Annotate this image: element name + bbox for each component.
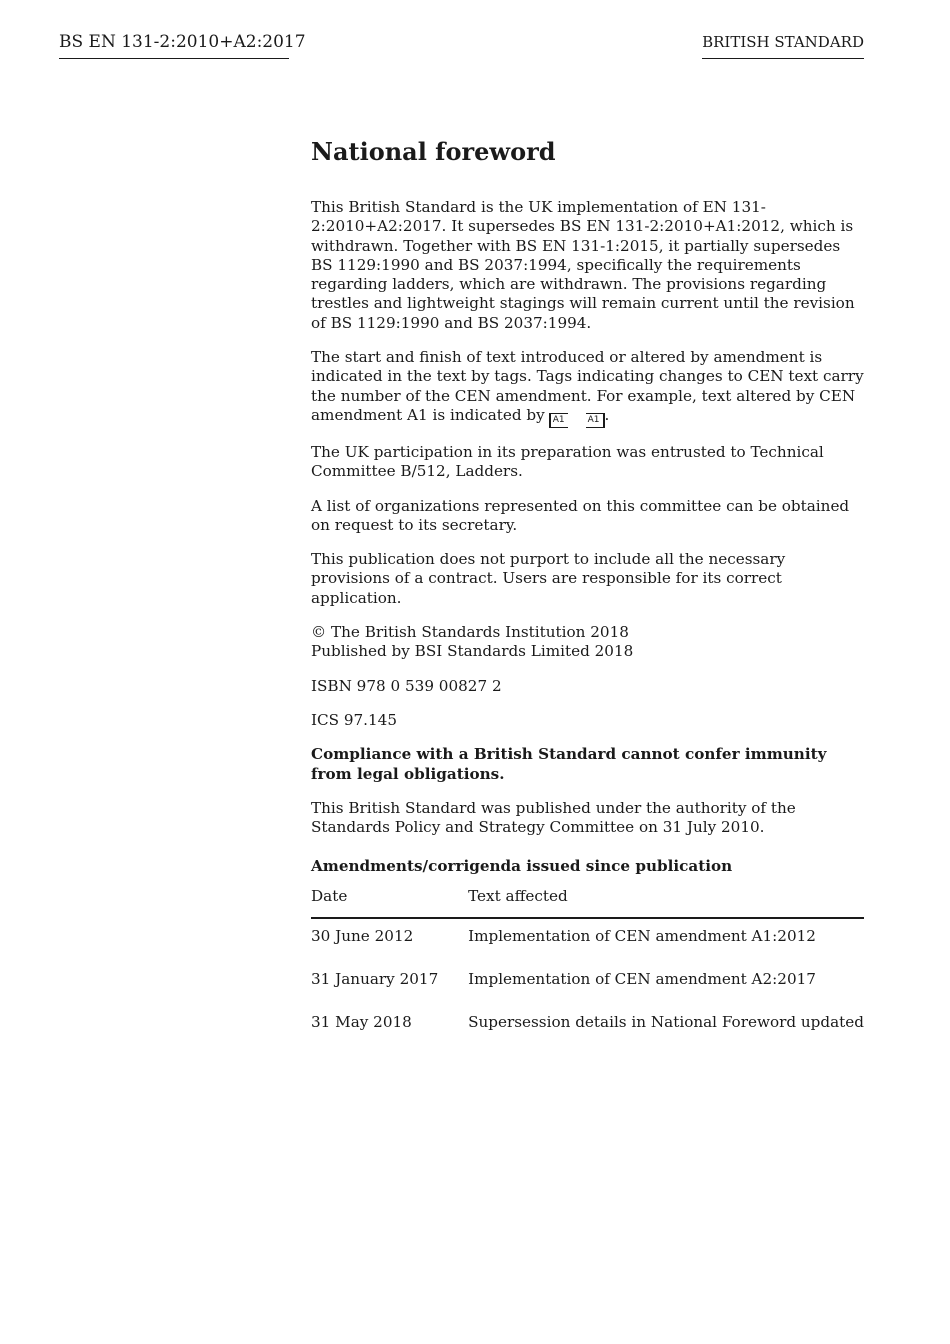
amendment-tags-end: . — [604, 405, 610, 424]
publisher-line: Published by BSI Standards Limited 2018 — [311, 642, 634, 661]
amendments-heading: Amendments/corrigenda issued since publication — [311, 857, 733, 876]
authority-paragraph: This British Standard was published under the authority of the Standards Policy and Strategy Committee on 31 July 2010. — [311, 798, 796, 837]
copyright-line: © The British Standards Institution 2018 — [311, 623, 629, 642]
table-row — [311, 918, 864, 962]
organizations-paragraph: A list of organizations represented on this committee can be obtained on request to its secretary. — [311, 496, 850, 534]
page-title: National foreword — [311, 137, 556, 166]
national-foreword — [311, 136, 864, 1048]
table-row — [311, 962, 864, 1005]
committee-paragraph: The UK participation in its preparation was entrusted to Technical Committee B/512, Ladders. — [311, 442, 824, 481]
amendment-date: 31 January 2017 — [311, 969, 439, 988]
ics-code: ICS 97.145 — [311, 710, 397, 729]
amendment-start-tag-icon: A1 — [549, 413, 568, 428]
amendment-text: Implementation of CEN amendment A2:2017 — [468, 969, 816, 988]
amendments-table — [311, 881, 864, 1048]
implementation-paragraph: This British Standard is the UK implementation of EN 131-2:2010+A2:2017. It supersedes BS EN 131-2:2010+A1:2012, which is withdrawn. Together with BS EN 131-1:2015, it partially supersedes BS 1129:1990 and BS 2037:1994, specifically the requirements regarding ladders, which are withdrawn. The provisions regarding trestles and lightweight stagings will remain current until the revision of BS 1129:1990 and BS 2037:1994. — [311, 198, 855, 332]
provisions-paragraph: This publication does not purport to include all the necessary provisions of a contract. Users are responsible for its correct application. — [311, 550, 786, 607]
amendment-date: 30 June 2012 — [311, 926, 414, 945]
date-column-header: Date — [311, 881, 468, 918]
amendment-text: Supersession details in National Foreword updated — [468, 1012, 864, 1031]
amendment-tags-text: The start and finish of text introduced or altered by amendment is indicated in the text by tags. Tags indicating changes to CEN text carry the number of the CEN amendment. For example, text altered by CEN amendment A1 is indicated by — [311, 348, 864, 424]
amendment-end-tag-icon: A1 — [586, 413, 605, 428]
table-row — [311, 1005, 864, 1048]
text-affected-column-header: Text affected — [468, 881, 864, 918]
amendment-date: 31 May 2018 — [311, 1012, 412, 1031]
table-header-row — [311, 881, 864, 918]
copyright-block — [311, 623, 864, 662]
document-category: BRITISH STANDARD — [702, 31, 864, 59]
amendment-tags-paragraph — [311, 348, 864, 428]
isbn: ISBN 978 0 539 00827 2 — [311, 676, 502, 695]
document-id: BS EN 131-2:2010+A2:2017 — [59, 31, 289, 59]
amendment-text: Implementation of CEN amendment A1:2012 — [468, 926, 816, 945]
compliance-notice: Compliance with a British Standard cannot confer immunity from legal obligations. — [311, 745, 827, 783]
